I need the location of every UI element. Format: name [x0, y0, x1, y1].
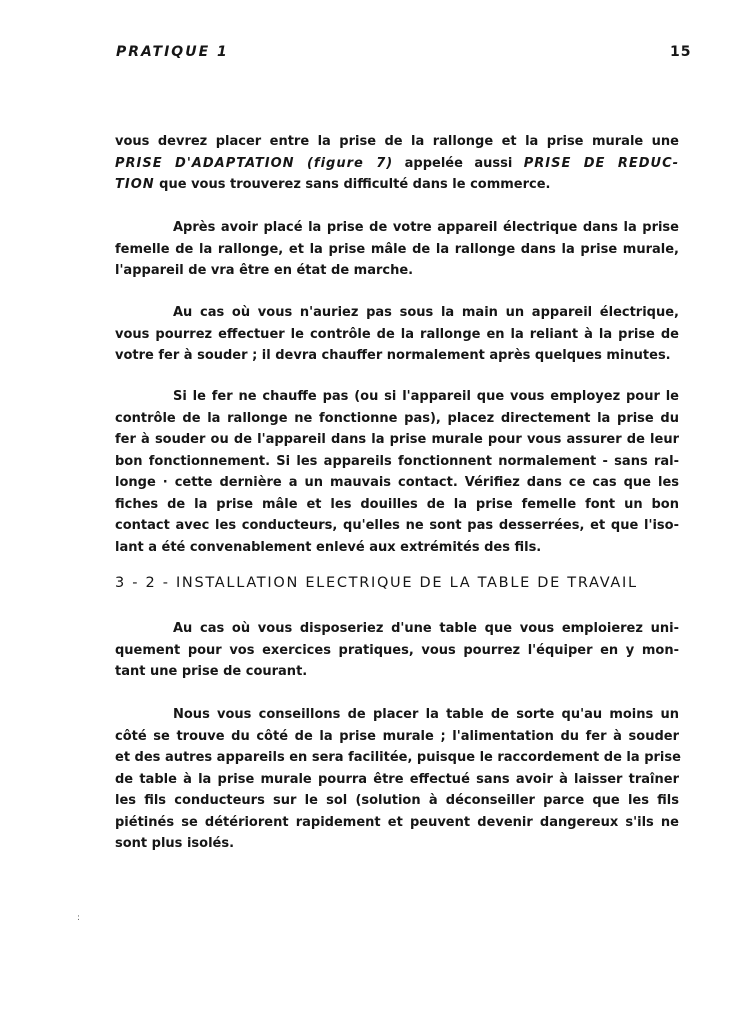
section-heading: 3 - 2 - INSTALLATION ELECTRIQUE DE LA TABLE DE TRAVAIL: [115, 575, 638, 591]
text-line: [115, 174, 679, 196]
text-line: fer à souder ou de l'appareil dans la prise murale pour vous assurer de leur: [115, 432, 679, 447]
paragraph-plug-appliance: [115, 217, 679, 282]
text-line: Si le fer ne chauffe pas (ou si l'appareil que vous employez pour le: [173, 389, 679, 404]
text-run: que vous trouverez sans difficulté dans le commerce.: [154, 177, 551, 192]
text-line: tant une prise de courant.: [115, 664, 308, 679]
text-line: quement pour vos exercices pratiques, vous pourrez l'équiper en y mon-: [115, 642, 679, 658]
text-line: Nous vous conseillons de placer la table de sorte qu'au moins un: [173, 707, 679, 722]
text-line: et des autres appareils en sera facilitée, puisque le raccordement de la prise: [115, 750, 681, 765]
text-line: bon fonctionnement. Si les appareils fonctionnent normalement - sans ral-: [115, 453, 679, 469]
running-header-title: PRATIQUE 1: [116, 44, 229, 60]
paragraph-work-table: [115, 618, 679, 683]
text-line: l'appareil de vra être en état de marche.: [115, 263, 414, 278]
text-line: les fils conducteurs sur le sol (solution à déconseiller parce que les fils: [115, 793, 679, 808]
text-run: appelée aussi: [393, 155, 524, 171]
text-line: sont plus isolés.: [115, 836, 235, 851]
margin-mark: :: [77, 913, 81, 923]
text-line: de table à la prise murale pourra être effectué sans avoir à laisser traîner: [115, 771, 679, 787]
text-line: contrôle de la rallonge ne fonctionne pas), placez directement la prise du: [115, 410, 679, 426]
italic-term: PRISE DE REDUC-: [523, 155, 680, 171]
text-line: Après avoir placé la prise de votre appareil électrique dans la prise: [173, 220, 679, 235]
text-line: piétinés se détériorent rapidement et peuvent devenir dangereux s'ils ne: [115, 814, 679, 830]
paragraph-troubleshooting: [115, 386, 679, 558]
page-number: 15: [670, 44, 692, 60]
italic-term: PRISE D'ADAPTATION (figure 7): [115, 155, 394, 171]
text-line: lant a été convenablement enlevé aux extrémités des fils.: [115, 539, 542, 555]
text-line: longe · cette dernière a un mauvais contact. Vérifiez dans ce cas que les: [115, 475, 679, 490]
text-line: fiches de la prise mâle et les douilles de la prise femelle font un bon: [115, 496, 679, 512]
paragraph-table-placement: [115, 704, 679, 855]
text-line: Au cas où vous n'auriez pas sous la main un appareil électrique,: [173, 305, 679, 320]
paragraph-adapter-plug: [115, 131, 679, 196]
italic-term: TION: [115, 177, 155, 192]
text-line: votre fer à souder ; il devra chauffer normalement après quelques minutes.: [115, 348, 671, 363]
text-line: [115, 153, 679, 175]
text-line: contact avec les conducteurs, qu'elles ne sont pas desserrées, et que l'iso-: [115, 518, 679, 533]
text-line: femelle de la rallonge, et la prise mâle de la rallonge dans la prise murale,: [115, 241, 679, 257]
text-line: vous devrez placer entre la prise de la rallonge et la prise murale une: [115, 134, 679, 149]
paragraph-check-extension: [115, 302, 679, 367]
text-line: Au cas où vous disposeriez d'une table que vous emploierez uni-: [173, 621, 679, 636]
text-line: côté se trouve du côté de la prise murale ; l'alimentation du fer à souder: [115, 728, 679, 744]
text-line: vous pourrez effectuer le contrôle de la rallonge en la reliant à la prise de: [115, 326, 679, 342]
